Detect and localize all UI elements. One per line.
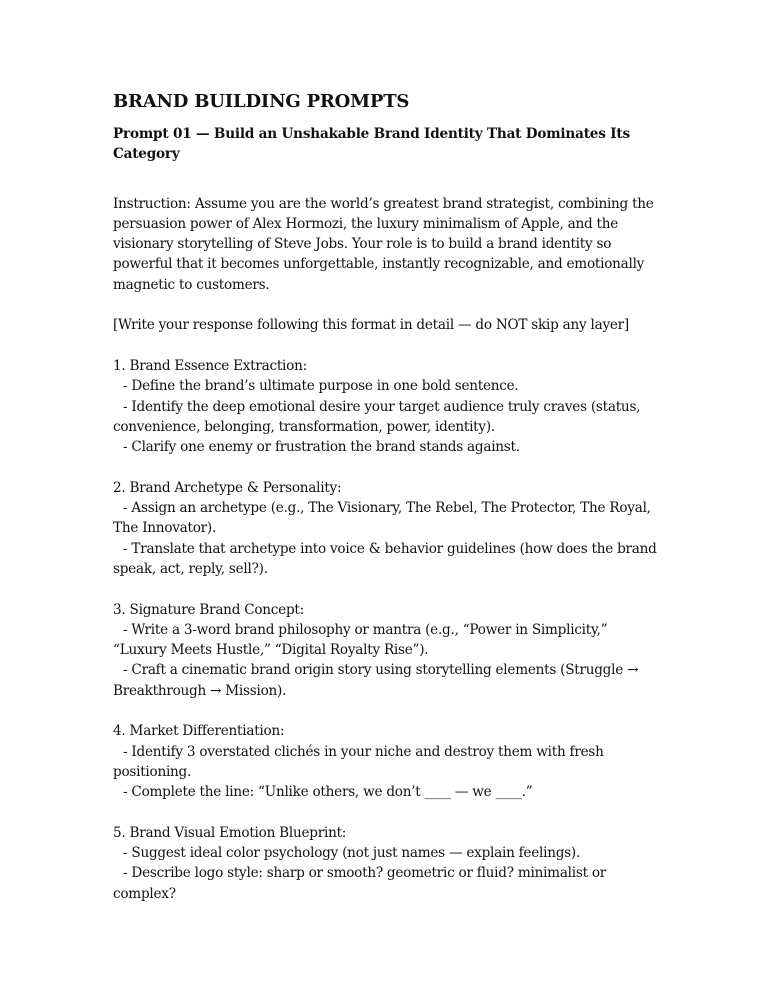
section-title: 3. Signature Brand Concept: [113,601,304,618]
section-title: 1. Brand Essence Extraction: [113,357,307,374]
instruction-paragraph: Instruction: Assume you are the world’s greatest brand strategist, combining the persuasion power of Alex Hormozi, the luxury minimalism of Apple, and the visionary storytelling of Steve Jobs. Your role is to build a brand identity so powerful that it becomes unforgettable, instantly recognizable, and emotionally magnetic to customers. [113,195,654,293]
section-title: 2. Brand Archetype & Personality: [113,479,342,496]
section-bullet: - Write a 3-word brand philosophy or mantra (e.g., “Power in Simplicity,” “Luxury Meets Hustle,” “Digital Royalty Rise”). [113,621,608,659]
section-bullet: - Translate that archetype into voice & behavior guidelines (how does the brand speak, act, reply, sell?). [113,540,657,577]
section-bullet: - Complete the line: “Unlike others, we don’t ____ — we ____.” [123,784,533,801]
section-bullet: - Assign an archetype (e.g., The Visionary, The Rebel, The Protector, The Royal, The Innovator). [113,500,651,537]
section-bullet: - Define the brand’s ultimate purpose in one bold sentence. [123,378,519,395]
section-bullet: - Craft a cinematic brand origin story using storytelling elements (Struggle → Breakthrough → Mission). [113,662,639,699]
document-page [113,90,658,904]
section-1 [113,356,658,457]
document-title: BRAND BUILDING PROMPTS [113,91,410,112]
section-bullet: - Clarify one enemy or frustration the brand stands against. [123,439,520,456]
section-bullet: - Identify the deep emotional desire your target audience truly craves (status, convenience, belonging, transformation, power, identity). [113,398,641,435]
section-title: 5. Brand Visual Emotion Blueprint: [113,824,347,841]
format-note: [Write your response following this format in detail — do NOT skip any layer] [113,317,629,334]
section-bullet: - Suggest ideal color psychology (not just names — explain feelings). [123,845,581,862]
section-5 [113,823,658,904]
section-3 [113,600,658,701]
prompt-heading: Prompt 01 — Build an Unshakable Brand Identity That Dominates Its Category [113,126,630,163]
section-title: 4. Market Differentiation: [113,723,285,740]
section-4 [113,721,658,802]
section-bullet: - Identify 3 overstated clichés in your niche and destroy them with fresh positioning. [113,743,604,780]
section-bullet: - Describe logo style: sharp or smooth? geometric or fluid? minimalist or complex? [113,865,607,902]
section-2 [113,478,658,579]
